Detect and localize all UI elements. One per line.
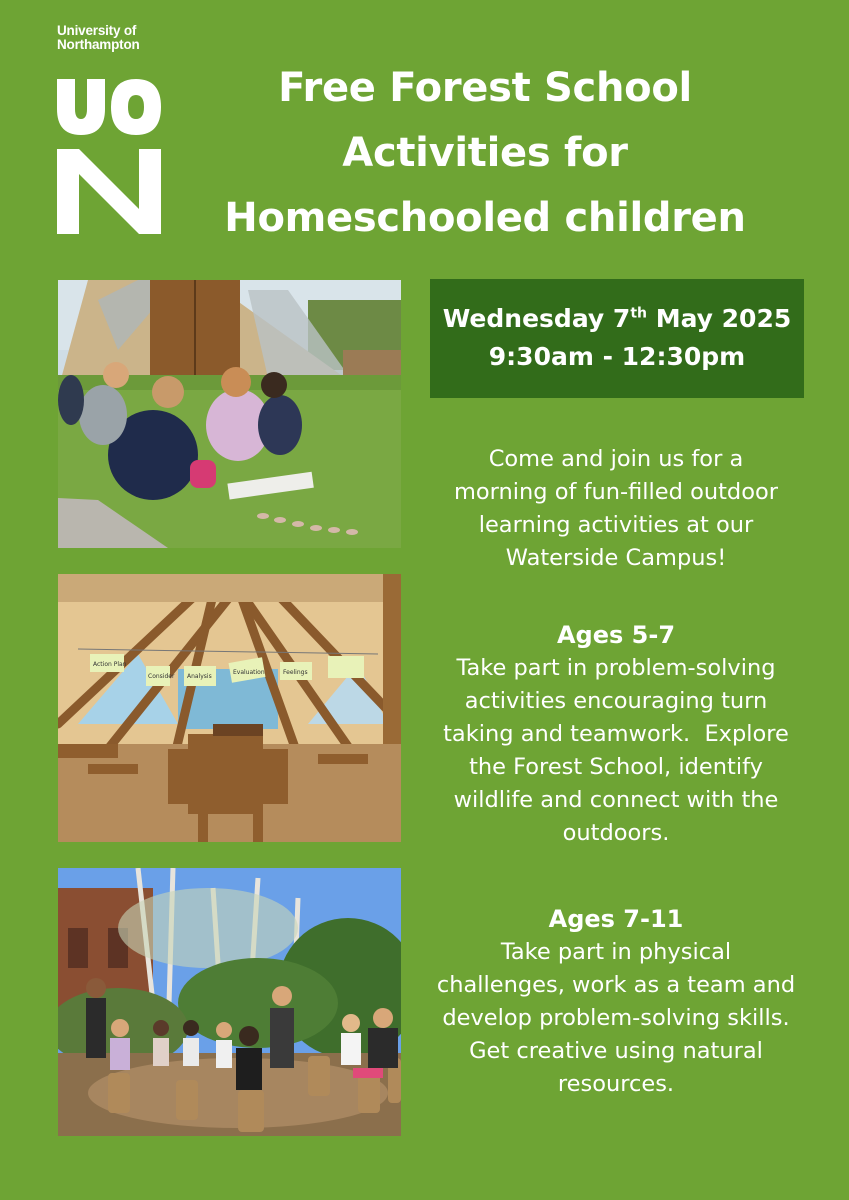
logo-line-2: Northampton xyxy=(57,37,140,52)
event-date-box xyxy=(430,279,804,398)
logo-line-1: University of xyxy=(57,23,137,38)
section-line: Get creative using natural xyxy=(469,1038,763,1064)
sign-consider: Consider xyxy=(148,673,175,680)
intro-line: morning of fun-filled outdoor xyxy=(453,479,778,505)
section-line: resources. xyxy=(557,1071,675,1097)
event-date xyxy=(430,300,804,338)
section-heading: Ages 5-7 xyxy=(556,621,676,649)
section-line: taking and teamwork. Explore xyxy=(443,721,789,747)
logo-wordmark xyxy=(57,24,167,52)
photo-children-tipi xyxy=(58,280,401,548)
intro-line: Waterside Campus! xyxy=(505,545,727,571)
photo-outdoor-circle xyxy=(58,868,401,1136)
section-line: outdoors. xyxy=(562,820,670,846)
section-line: Take part in physical xyxy=(500,939,732,965)
sign-evaluation: Evaluation xyxy=(233,669,265,676)
event-date-rest: May 2025 xyxy=(646,304,792,333)
uon-logo-mark xyxy=(57,79,162,235)
section-line: activities encouraging turn xyxy=(464,688,768,714)
section-line: challenges, work as a team and xyxy=(436,972,796,998)
event-time: 9:30am - 12:30pm xyxy=(488,342,746,371)
section-line: Take part in problem-solving xyxy=(456,655,776,681)
title-line-1: Free Forest School xyxy=(278,65,692,111)
sign-feelings: Feelings xyxy=(283,669,308,676)
title-line-2: Activities for xyxy=(342,130,628,176)
intro-line: Come and join us for a xyxy=(488,446,744,472)
title-line-3: Homeschooled children xyxy=(224,195,746,241)
section-ages-7-11 xyxy=(420,903,812,1101)
sign-analysis: Analysis xyxy=(187,673,212,680)
section-heading: Ages 7-11 xyxy=(548,905,684,933)
photo-tipi-interior xyxy=(58,574,401,842)
sign-action-plan: Action Plan xyxy=(93,661,127,668)
section-ages-5-7 xyxy=(420,619,812,850)
page-title xyxy=(200,56,770,251)
event-date-prefix: Wednesday 7 xyxy=(442,304,631,333)
intro-text xyxy=(420,443,812,575)
section-line: the Forest School, identify xyxy=(469,754,763,780)
event-date-suffix: th xyxy=(630,305,647,322)
section-line: develop problem-solving skills. xyxy=(442,1005,790,1031)
university-logo xyxy=(57,24,167,52)
section-line: wildlife and connect with the xyxy=(453,787,779,813)
intro-line: learning activities at our xyxy=(478,512,754,538)
